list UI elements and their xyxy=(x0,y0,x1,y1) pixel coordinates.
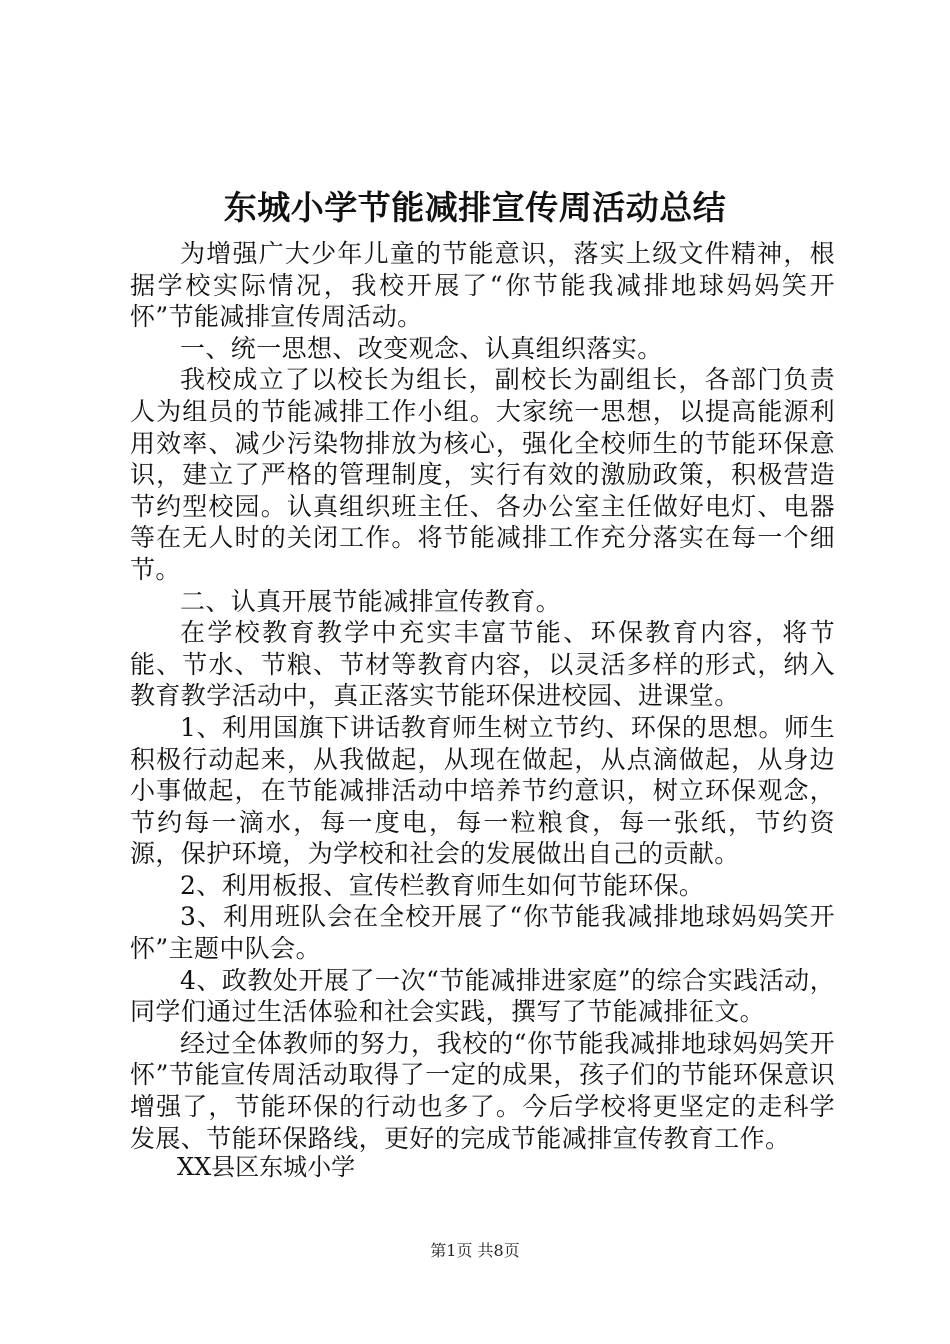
list-item-3: 3、利用班队会在全校开展了“你节能我减排地球妈妈笑开怀”主题中队会。 xyxy=(130,902,835,964)
paragraph-section-1: 我校成立了以校长为组长，副校长为副组长，各部门负责人为组员的节能减排工作小组。大家统一思想，以提高能源利用效率、减少污染物排放为核心，强化全校师生的节能环保意识，建立了严格的管理制度，实行有效的激励政策，积极营造节约型校园。认真组织班主任、各办公室主任做好电灯、电器等在无人时的关闭工作。将节能减排工作充分落实在每一个细节。 xyxy=(130,365,835,584)
signature: XX县区东城小学 xyxy=(177,1153,356,1181)
section-heading-2: 二、认真开展节能减排宣传教育。 xyxy=(180,586,562,616)
list-item-2: 2、利用板报、宣传栏教育师生如何节能环保。 xyxy=(180,870,705,900)
list-item-4: 4、政教处开展了一次“节能减排进家庭”的综合实践活动，同学们通过生活体验和社会实践，撰写了节能减排征文。 xyxy=(130,965,835,1027)
list-item-1: 1、利用国旗下讲话教育师生树立节约、环保的思想。师生积极行动起来，从我做起，从现在做起，从点滴做起，从身边小事做起，在节能减排活动中培养节约意识，树立环保观念，节约每一滴水，每一度电，每一粒粮食，每一张纸，节约资源，保护环境，为学校和社会的发展做出自己的贡献。 xyxy=(130,712,835,869)
document-title: 东城小学节能减排宣传周活动总结 xyxy=(223,188,727,227)
paragraph-intro: 为增强广大少年儿童的节能意识，落实上级文件精神，根据学校实际情况，我校开展了“你节能我减排地球妈妈笑开怀”节能减排宣传周活动。 xyxy=(130,239,835,332)
paragraph-conclusion: 经过全体教师的努力，我校的“你节能我减排地球妈妈笑开怀”节能宣传周活动取得了一定的成果，孩子们的节能环保意识增强了，节能环保的行动也多了。今后学校将更坚定的走科学发展、节能环保路线，更好的完成节能减排宣传教育工作。 xyxy=(130,1028,835,1153)
paragraph-section-2: 在学校教育教学中充实丰富节能、环保教育内容，将节能、节水、节粮、节材等教育内容，以灵活多样的形式，纳入教育教学活动中，真正落实节能环保进校园、进课堂。 xyxy=(130,618,835,711)
document-body xyxy=(130,238,835,1154)
page-number: 第1页 共8页 xyxy=(430,1241,520,1260)
section-heading-1: 一、统一思想、改变观念、认真组织落实。 xyxy=(180,333,663,363)
